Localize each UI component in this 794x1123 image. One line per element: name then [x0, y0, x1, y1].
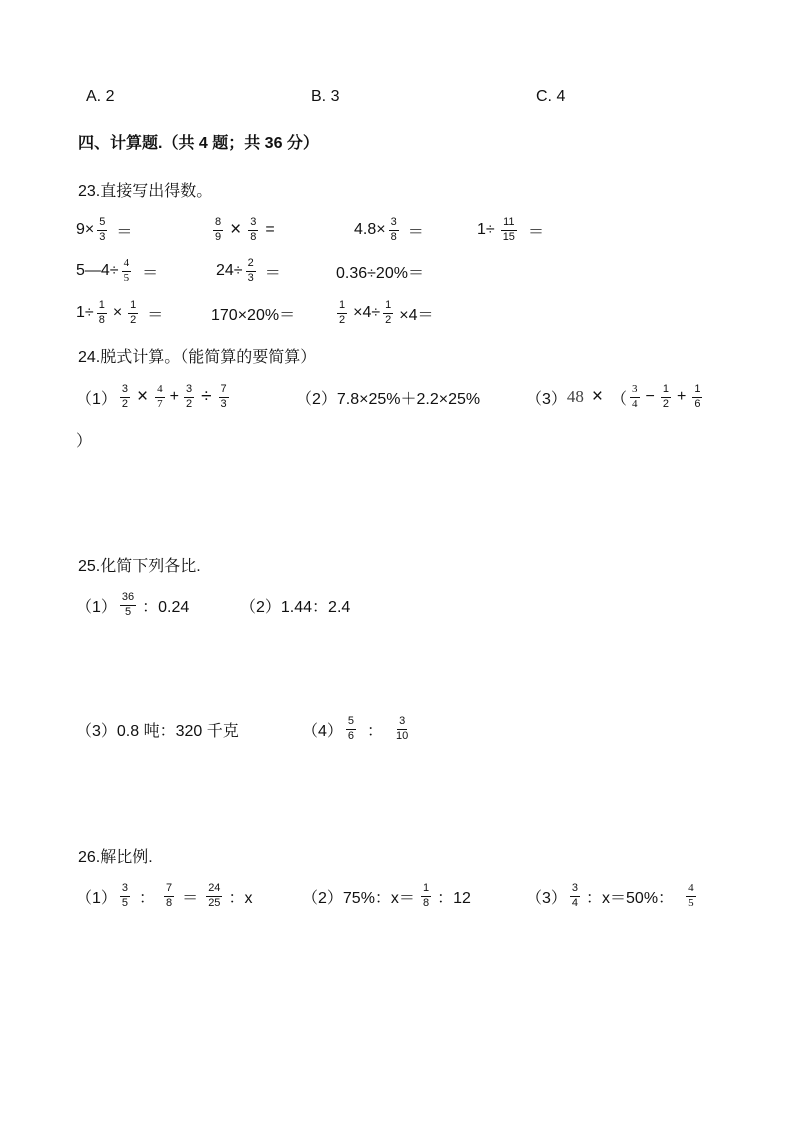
section-title: 四、计算题.（共 4 题；共 36 分）	[78, 135, 319, 152]
q23-r1-e3-pre: 4.8×	[354, 221, 386, 238]
equals-sign: ＝	[147, 306, 164, 324]
q26-p2-post: ：12	[437, 889, 471, 907]
q26-p3-mid: ：x＝50%：	[586, 889, 675, 907]
times-sign: ×	[112, 304, 123, 321]
equals-sign: ＝	[407, 223, 424, 241]
option-a: A. 2	[86, 88, 115, 105]
times-sign: ×	[591, 386, 604, 407]
plus-sign: +	[169, 388, 179, 405]
problem-label: （1）	[76, 598, 117, 616]
problem-label: （2）	[240, 598, 281, 616]
fraction: $\frac{3}{5}$	[121, 881, 129, 909]
fraction: $\frac{7}{3}$	[220, 382, 227, 410]
q24-p1	[76, 380, 232, 414]
option-c: C. 4	[536, 88, 566, 105]
fraction: $\frac{24}{25}$	[208, 881, 221, 909]
fraction: $\frac{1}{8}$	[422, 881, 430, 909]
q23-r3-e2-text: 170×20%＝	[211, 306, 296, 324]
problem-label: （3）	[526, 390, 567, 408]
q25-title: 25.化简下列各比.	[78, 558, 201, 575]
q23-row2	[76, 255, 158, 287]
q23-r3-e3	[334, 297, 434, 329]
fraction: $\frac{3}{8}$	[250, 215, 257, 243]
fraction: $\frac{2}{3}$	[247, 256, 254, 284]
problem-label: （2）	[302, 889, 343, 907]
q24-title: 24.脱式计算。（能简算的要简算）	[78, 349, 317, 366]
q25-p2	[240, 588, 350, 622]
q26-p2	[302, 879, 471, 913]
fraction: $\frac{3}{8}$	[390, 215, 397, 243]
q23-r2-e2-pre: 24÷	[216, 262, 243, 279]
q26-p2-pre: 75%：x＝	[342, 889, 415, 907]
q23-r3-e3-post: ×4＝	[399, 306, 434, 324]
q23-row1	[76, 214, 132, 246]
problem-label: （3）	[76, 722, 117, 740]
fraction: $\frac{5}{6}$	[347, 714, 355, 742]
q25-p4	[302, 712, 413, 746]
q25-p1	[76, 588, 189, 622]
problem-label: （3）	[526, 889, 567, 907]
equals-sign: ＝	[527, 223, 544, 241]
fraction: $\frac{11}{15}$	[502, 215, 515, 243]
fraction: $\frac{1}{2}$	[662, 382, 669, 410]
equals-sign: ＝	[116, 223, 133, 241]
fraction: $\frac{3}{2}$	[121, 382, 129, 410]
open-paren: （	[611, 390, 628, 408]
colon: ：	[139, 889, 156, 907]
fraction: $\frac{36}{5}$	[121, 590, 135, 618]
fraction: $\frac{3}{2}$	[185, 382, 193, 410]
q26-p1-post: ：x	[228, 889, 253, 907]
fraction: $\frac{3}{10}$	[396, 714, 409, 742]
q24-p3	[526, 380, 705, 414]
q24-p3-pre: 48	[566, 387, 584, 406]
problem-label: （1）	[76, 889, 117, 907]
q23-r2-e1-pre: 5—4÷	[76, 262, 119, 279]
equals-sign: =	[265, 221, 275, 238]
fraction: $\frac{7}{8}$	[166, 881, 173, 909]
q23-r1-e4	[477, 214, 544, 246]
fraction: $\frac{1}{2}$	[385, 298, 392, 326]
q23-r1-e3	[354, 214, 424, 246]
q23-r2-e3-text: 0.36÷20%＝	[336, 264, 424, 282]
q23-r3-e1-pre: 1÷	[76, 304, 94, 321]
q25-p3	[76, 712, 239, 746]
problem-label: （1）	[76, 390, 117, 408]
q25-p1-post: ：0.24	[142, 598, 190, 616]
colon: ：	[367, 722, 384, 740]
q24-p2	[296, 380, 480, 414]
plus-sign: +	[677, 388, 687, 405]
q23-title: 23.直接写出得数。	[78, 183, 213, 200]
minus-sign: −	[645, 388, 655, 405]
q23-r1-e1-pre: 9×	[76, 221, 95, 238]
fraction: $\frac{4}{5}$	[123, 256, 130, 284]
problem-label: （2）	[296, 390, 337, 408]
fraction: $\frac{5}{3}$	[99, 215, 106, 243]
close-paren: ）	[76, 433, 93, 450]
q23-r3-e3-mid: ×4÷	[353, 304, 381, 321]
fraction: $\frac{1}{2}$	[339, 298, 346, 326]
fraction: $\frac{1}{6}$	[694, 382, 701, 410]
equals-sign: ＝	[182, 889, 199, 907]
q23-r2-e2	[216, 255, 281, 287]
equals-sign: ＝	[142, 264, 159, 282]
q26-p1	[76, 879, 252, 913]
fraction: $\frac{4}{7}$	[157, 382, 163, 410]
q26-title: 26.解比例.	[78, 849, 153, 866]
q23-r3-e2	[211, 297, 295, 329]
q23-r2-e3	[336, 255, 424, 287]
q25-p2-expr: 1.44：2.4	[280, 598, 351, 616]
q23-r1-e2	[210, 214, 275, 246]
q23-r1-e4-pre: 1÷	[477, 221, 495, 238]
fraction: $\frac{1}{2}$	[130, 298, 137, 326]
problem-label: （4）	[302, 722, 343, 740]
fraction: $\frac{8}{9}$	[215, 215, 222, 243]
divide-sign: ÷	[201, 386, 212, 407]
option-b: B. 3	[311, 88, 340, 105]
q25-p3-expr: 0.8 吨：320 千克	[116, 722, 239, 740]
fraction: $\frac{1}{8}$	[98, 298, 105, 326]
fraction: $\frac{3}{4}$	[571, 881, 579, 909]
q24-p2-expr: 7.8×25%＋2.2×25%	[336, 390, 481, 408]
equals-sign: ＝	[264, 264, 281, 282]
times-sign: ×	[137, 386, 149, 407]
fraction: $\frac{3}{4}$	[632, 382, 638, 410]
fraction: $\frac{4}{5}$	[688, 881, 694, 909]
q23-row3	[76, 297, 163, 329]
times-sign: ×	[230, 219, 242, 240]
q26-p3	[526, 879, 699, 913]
